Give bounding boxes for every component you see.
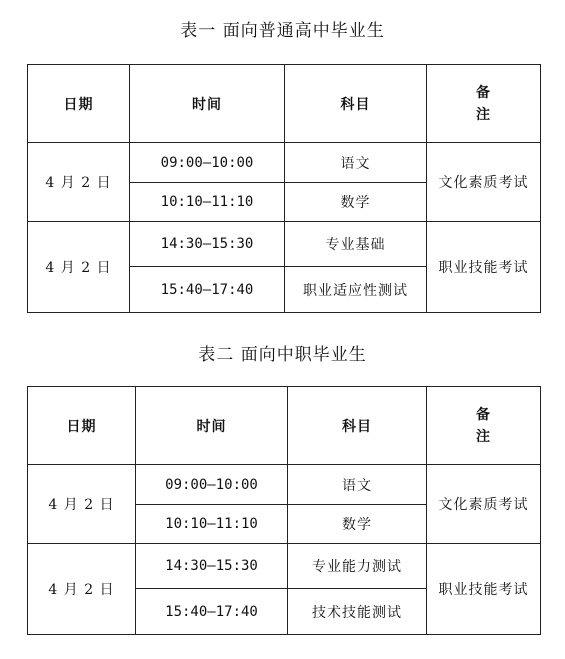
table1 <box>27 64 541 313</box>
date-cell: 4 月 2 日 <box>28 544 136 635</box>
table-header-row <box>28 387 541 465</box>
header-note-line1: 备 <box>476 406 491 423</box>
time-cell: 10:10—11:10 <box>130 183 285 222</box>
subject-cell: 技术技能测试 <box>288 589 427 635</box>
header-subject: 科目 <box>288 387 427 465</box>
time-cell: 09:00—10:00 <box>130 143 285 183</box>
note-cell: 职业技能考试 <box>427 222 541 313</box>
time-cell: 15:40—17:40 <box>130 267 285 313</box>
table2-title: 表二 面向中职毕业生 <box>198 345 367 365</box>
subject-cell: 专业基础 <box>285 222 427 267</box>
header-note <box>427 387 541 465</box>
note-cell: 职业技能考试 <box>427 544 541 635</box>
time-cell: 14:30—15:30 <box>130 222 285 267</box>
header-note <box>427 65 541 143</box>
date-cell: 4 月 2 日 <box>28 143 130 222</box>
table-header-row <box>28 65 541 143</box>
date-cell: 4 月 2 日 <box>28 222 130 313</box>
time-cell: 15:40—17:40 <box>136 589 288 635</box>
time-cell: 14:30—15:30 <box>136 544 288 589</box>
note-cell: 文化素质考试 <box>427 465 541 544</box>
subject-cell: 职业适应性测试 <box>285 267 427 313</box>
date-cell: 4 月 2 日 <box>28 465 136 544</box>
subject-cell: 语文 <box>288 465 427 505</box>
time-cell: 09:00—10:00 <box>136 465 288 505</box>
header-subject: 科目 <box>285 65 427 143</box>
subject-cell: 数学 <box>288 505 427 544</box>
table-row <box>28 222 541 267</box>
header-note-line1: 备 <box>476 84 491 101</box>
table-row <box>28 544 541 589</box>
subject-cell: 语文 <box>285 143 427 183</box>
header-date: 日期 <box>28 65 130 143</box>
header-note-line2: 注 <box>476 106 491 123</box>
subject-cell: 专业能力测试 <box>288 544 427 589</box>
header-time: 时间 <box>130 65 285 143</box>
table-row <box>28 465 541 505</box>
subject-cell: 数学 <box>285 183 427 222</box>
table2 <box>27 386 541 635</box>
time-cell: 10:10—11:10 <box>136 505 288 544</box>
header-date: 日期 <box>28 387 136 465</box>
header-note-line2: 注 <box>476 428 491 445</box>
table-row <box>28 143 541 183</box>
header-time: 时间 <box>136 387 288 465</box>
note-cell: 文化素质考试 <box>427 143 541 222</box>
table1-title: 表一 面向普通高中毕业生 <box>180 21 385 41</box>
